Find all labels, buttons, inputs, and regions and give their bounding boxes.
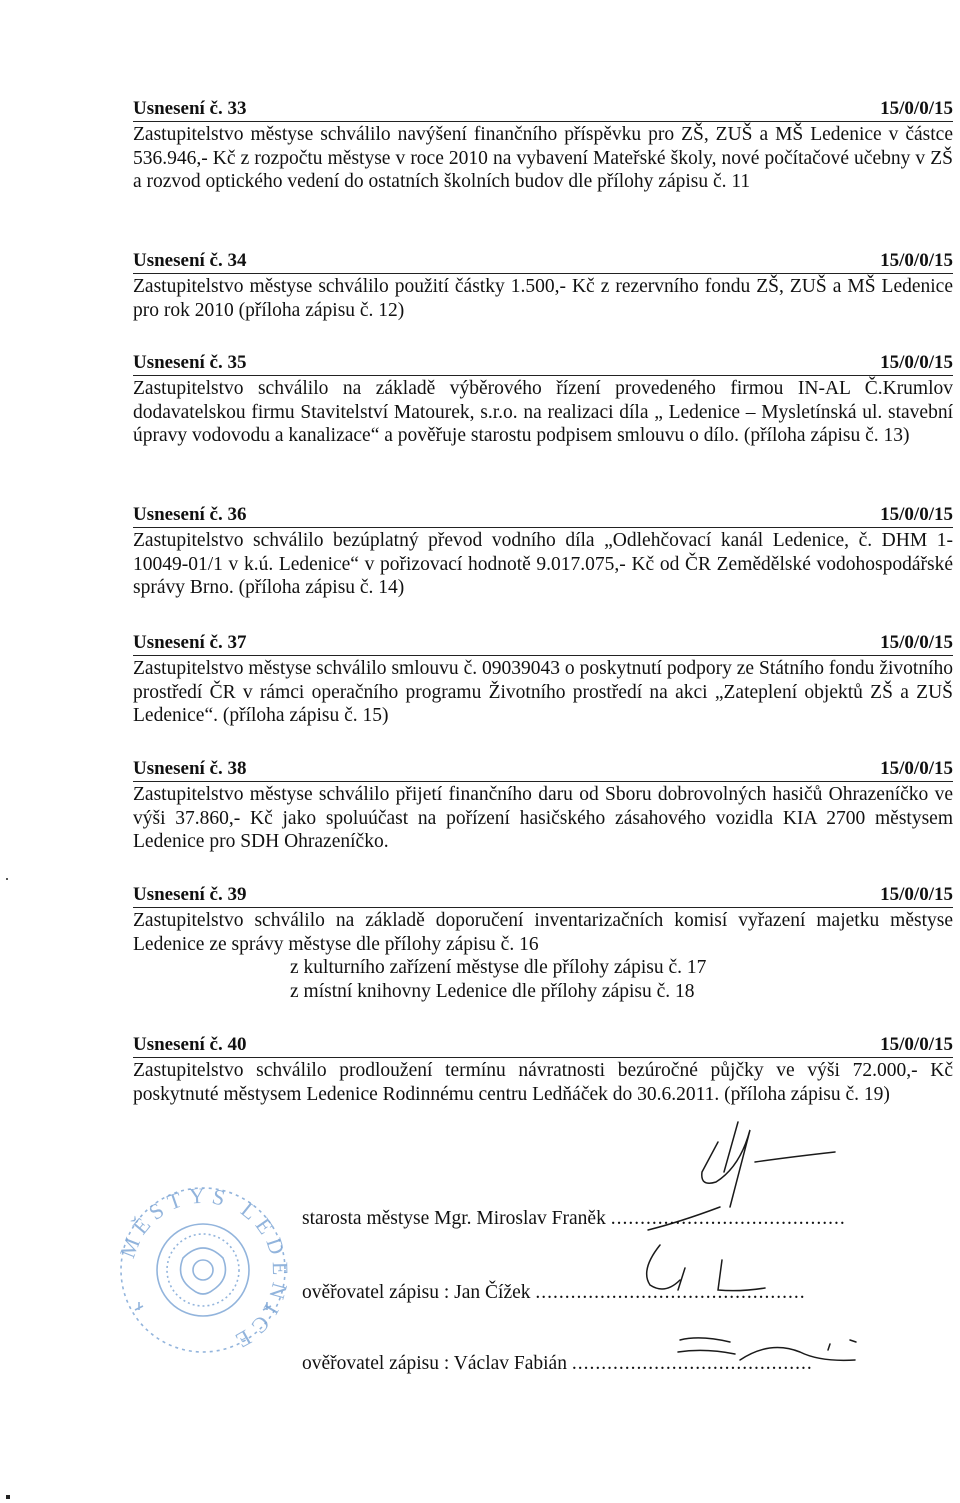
resolution-text: Zastupitelstvo schválilo bezúplatný převod vodního díla „Odlehčovací kanál Ledenice, č. DHM 1-10049-01/1 v k.ú. Ledenice“ v pořizovací hodnotě 9.017.075,- Kč od ČR Zemědělské vodohospodářské správy Brno. (příloha zápisu č. 14) — [133, 530, 953, 598]
resolution-title: Usnesení č. 35 — [133, 352, 247, 373]
annex-list — [290, 956, 953, 1003]
resolution-35 — [133, 352, 953, 448]
resolution-34 — [133, 250, 953, 322]
resolution-header — [133, 250, 953, 274]
resolution-header — [133, 758, 953, 782]
annex-item: z místní knihovny Ledenice dle přílohy zápisu č. 18 — [290, 980, 695, 1002]
resolution-code: 15/0/0/15 — [880, 352, 953, 373]
resolution-header — [133, 632, 953, 656]
resolution-code: 15/0/0/15 — [880, 250, 953, 271]
resolution-text: Zastupitelstvo schválilo na základě doporučení inventarizačních komisí vyřazení majetku městyse Ledenice ze správy městyse dle přílohy zápisu č. 16 — [133, 910, 953, 955]
resolution-code: 15/0/0/15 — [880, 504, 953, 525]
resolution-title: Usnesení č. 33 — [133, 98, 247, 119]
resolution-code: 15/0/0/15 — [880, 758, 953, 779]
scan-artifact — [6, 878, 8, 880]
resolution-title: Usnesení č. 40 — [133, 1034, 247, 1055]
signatory-label: starosta městyse Mgr. Miroslav Franěk — [302, 1208, 606, 1229]
resolution-40 — [133, 1034, 953, 1106]
scan-artifact — [6, 1495, 10, 1499]
resolution-36 — [133, 504, 953, 600]
town-stamp — [113, 1178, 293, 1358]
resolution-title: Usnesení č. 38 — [133, 758, 247, 779]
resolution-title: Usnesení č. 34 — [133, 250, 247, 271]
resolution-title: Usnesení č. 36 — [133, 504, 247, 525]
svg-text:MĚSTYS LEDENICE — [114, 1183, 293, 1357]
resolution-code: 15/0/0/15 — [880, 98, 953, 119]
resolution-37 — [133, 632, 953, 728]
resolution-39 — [133, 884, 953, 1003]
stamp-text: MĚSTYS LEDENICE — [114, 1182, 293, 1357]
resolution-text: Zastupitelstvo městyse schválilo navýšení finančního příspěvku pro ZŠ, ZUŠ a MŠ Ledenice v částce 536.946,- Kč z rozpočtu městyse v roce 2010 na vybavení Mateřské školy, nové počítačové učebny v ZŠ a rozvod optického vedení do ostatních školních budov dle přílohy zápisu č. 11 — [133, 124, 953, 192]
resolution-text: Zastupitelstvo schválilo prodloužení termínu návratnosti bezúročné půjčky ve výši 72.000,- Kč poskytnuté městysem Ledenice Rodinnému centru Ledňáček do 30.6.2011. (příloha zápisu č. 19) — [133, 1060, 953, 1105]
resolution-header — [133, 352, 953, 376]
signature-dots: .............................................. — [535, 1282, 806, 1303]
signature-line-verifier-1 — [302, 1282, 806, 1304]
resolution-text: Zastupitelstvo schválilo na základě výběrového řízení provedeného firmou IN-AL Č.Krumlov dodavatelskou firmu Stavitelství Matourek, s.r.o. na realizaci díla „ Ledenice – Mysletínská ul. stavební úpravy vodovodu a kanalizace“ a pověřuje starostu podpisem smlouvu o dílo. (příloha zápisu č. 13) — [133, 378, 953, 446]
signature-dots: ........................................ — [610, 1208, 846, 1229]
resolution-header — [133, 504, 953, 528]
resolution-header — [133, 1034, 953, 1058]
resolution-title: Usnesení č. 37 — [133, 632, 247, 653]
signatory-label: ověřovatel zápisu : Jan Čížek — [302, 1282, 531, 1303]
signatory-label: ověřovatel zápisu : Václav Fabián — [302, 1353, 567, 1374]
signature-dots: ......................................... — [571, 1353, 813, 1374]
resolution-title: Usnesení č. 39 — [133, 884, 247, 905]
resolution-code: 15/0/0/15 — [880, 884, 953, 905]
signature-line-mayor — [302, 1208, 846, 1230]
resolution-38 — [133, 758, 953, 854]
resolution-text: Zastupitelstvo městyse schválilo smlouvu č. 09039043 o poskytnutí podpory ze Státního fondu životního prostředí ČR v rámci operačního programu Životního prostředí na akci „Zateplení objektů ZŠ a ZUŠ Ledenice“. (příloha zápisu č. 15) — [133, 658, 953, 726]
signature-line-verifier-2 — [302, 1353, 813, 1375]
resolution-text: Zastupitelstvo městyse schválilo přijetí finančního daru od Sboru dobrovolných hasičů Ohrazeníčko ve výši 37.860,- Kč jako spoluúčast na pořízení hasičského zásahového vozidla KIA 2700 městysem Ledenice pro SDH Ohrazeníčko. — [133, 784, 953, 852]
resolution-code: 15/0/0/15 — [880, 1034, 953, 1055]
resolution-33 — [133, 98, 953, 194]
resolution-code: 15/0/0/15 — [880, 632, 953, 653]
resolution-header — [133, 98, 953, 122]
resolution-text: Zastupitelstvo městyse schválilo použití částky 1.500,- Kč z rezervního fondu ZŠ, ZUŠ a MŠ Ledenice pro rok 2010 (příloha zápisu č. 12) — [133, 276, 953, 321]
annex-item: z kulturního zařízení městyse dle přílohy zápisu č. 17 — [290, 957, 707, 978]
resolution-header — [133, 884, 953, 908]
